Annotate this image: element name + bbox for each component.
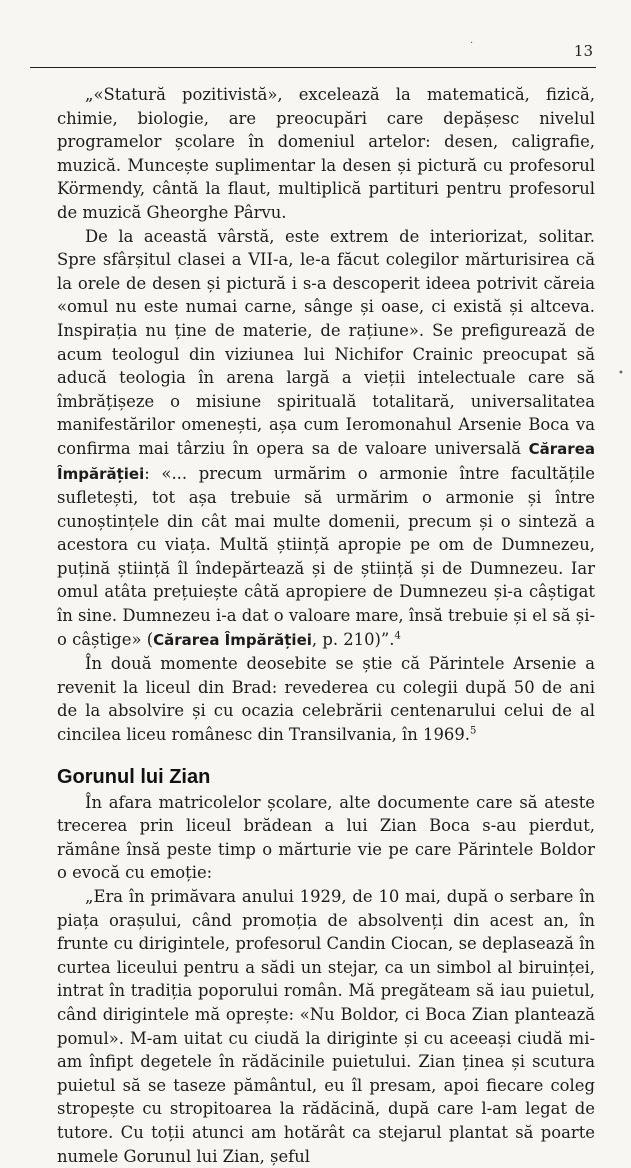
footnote-ref: 4 — [394, 630, 401, 642]
paragraph: „«Statură pozitivistă», excelează la matematică, fizică, chimie, biologie, are preocupări care depășesc nivelul programelor școlare în domeniul artelor: desen, caligrafie, muzică. Muncește suplimentar la desen și pictură cu profesorul Körmendy, cântă la flaut, multiplică partituri pentru profesorul de muzică Gheorghe Pârvu. — [57, 85, 595, 222]
header-rule — [30, 67, 596, 68]
paragraph: În afara matricolelor școlare, alte documente care să ateste trecerea prin liceul brădean a lui Zian Boca s-au pierdut, rămâne însă peste timp o mărturie vie pe care Părintele Boldor o evocă cu emoție: — [57, 792, 595, 883]
paragraph: „Era în primăvara anului 1929, de 10 mai, după o serbare în piața orașului, când promoția de absolvenți din acest an, în frunte cu dirigintele, profesorul Candin Ciocan, se deplasează în curtea liceului pentru a sădi un stejar, ca un simbol al biruinței, intrat în tradiția poporului român. Mă pregăteam să iau puietul, când dirigintele mă oprește: «Nu Boldor, ci Boca Zian plantează pomul». M-am uitat cu ciudă la diriginte și cu aceeași ciudă mi-am înfipt degetele în rădăcinile puietului. Zian ținea și scutura puietul să se taseze pământul, eu îl presam, apoi fiecare coleg stropește cu stropitoarea la rădăcină, după care l-am legat de tutore. Cu toții atunci am hotărât ca stejarul plantat să poarte numele Gorunul lui Zian, șeful — [57, 887, 595, 1166]
section-heading: Gorunul lui Zian — [57, 765, 211, 788]
print-speck: · — [470, 38, 474, 49]
book-title: Cărarea Împărăției — [57, 439, 595, 483]
footnote-ref: 5 — [469, 725, 477, 737]
page-body — [57, 83, 595, 1168]
paragraph: De la această vârstă, este extrem de interiorizat, solitar. Spre sfârșitul clasei a VII-a, le-a făcut colegilor mărturisirea că la orele de desen și pictură i s-a descoperit ideea potrivit căreia «omul nu este numai carne, sânge și oase, ci există și altceva. Inspirația nu ține de materie, de rațiune». Se prefigurează de acum teologul din viziunea lui Nichifor Crainic preocupat să aducă teologia în arena largă a vieții intelectuale care să îmbrățișeze o misiune spirituală totalitară, universalitatea manifestărilor omenești, așa cum Ieromonahul Arsenie Boca va confirma mai târziu în opera sa de valoare universală Cărarea Împărăției: «... precum urmărim o armonie între facultățile sufletești, tot așa trebuie să urmărim o armonie și între cunoștințele din cât mai multe domenii, precum și o sinteză a acestora cu viața. Multă știință apropie pe om de Dumnezeu, puțină știință îl îndepărtează și de știință și de Dumnezeu. Iar omul atâta prețuiește câtă apropiere de Dumnezeu și-a câștigat în sine. Dumnezeu i-a dat o valoare mare, însă trebuie și el să și-o câștige» (Cărarea Împărăției, p. 210)”.$^4$ — [57, 226, 595, 649]
paragraph: În două momente deosebite se știe că Părintele Arsenie a revenit la liceul din Brad: revederea cu colegii după 50 de ani de la absolvire și cu ocazia celebrării centenarului celui de al cincilea liceu românesc din Transilvania, în 1969.$^5$ — [57, 654, 595, 745]
print-speck: • — [618, 368, 624, 379]
page-number: 13 — [573, 42, 593, 60]
book-title: Cărarea Împărăției — [153, 630, 312, 649]
